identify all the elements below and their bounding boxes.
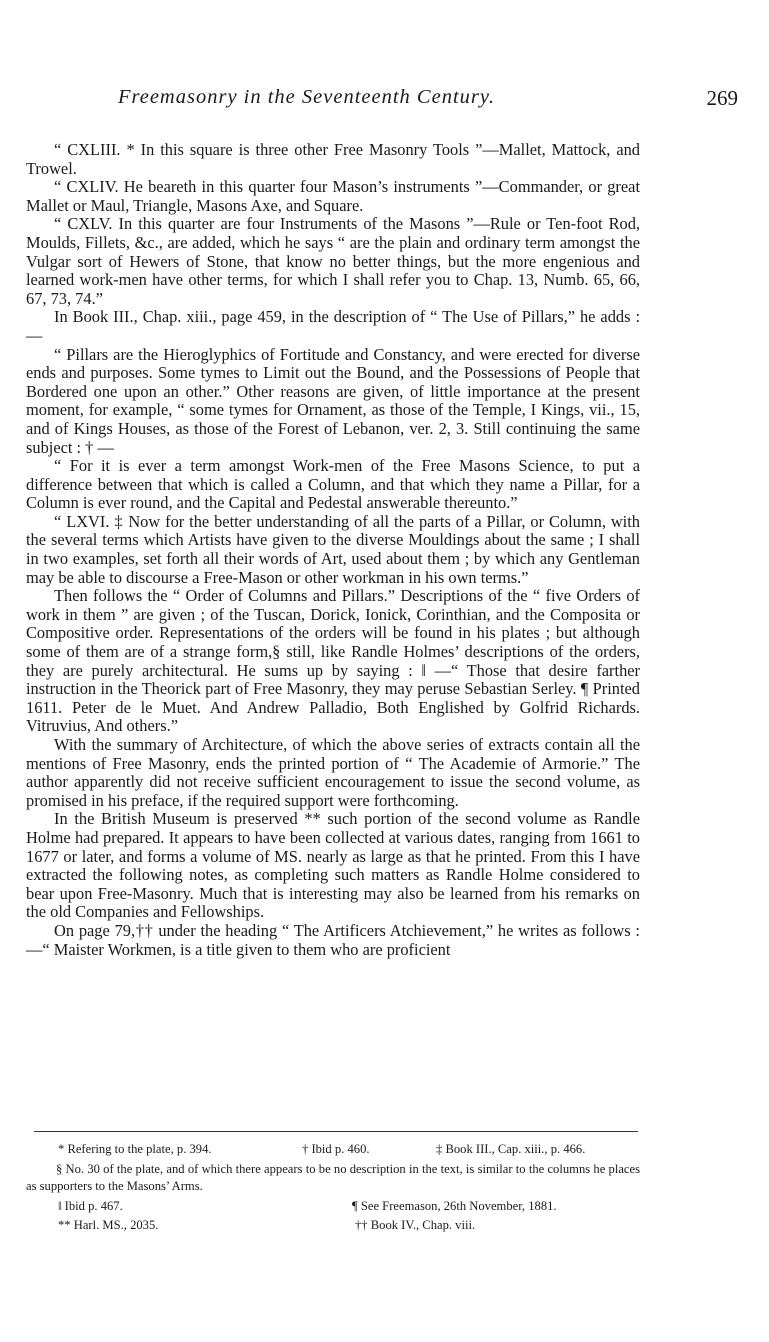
footnote-row	[26, 1198, 640, 1217]
paragraph: “ Pillars are the Hieroglyphics of Fortitude and Constancy, and were erected for diverse ends and purposes. Some tymes to Limit out the Bound, and the Possessions of People that Bordered one upon an other.” Other reasons are given, of little importance at the present moment, for example, “ some tymes for Ornament, as those of the Temple, I Kings, vii., 15, and of Kings Houses, as those of the Forest of Lebanon, ver. 2, 3. Still continuing the same subject : † —	[26, 344, 640, 457]
paragraph: “ CXLIV. He beareth in this quarter four Mason’s instruments ”—Commander, or great Mallet or Maul, Triangle, Masons Axe, and Square.	[26, 177, 640, 215]
paragraph: On page 79,†† under the heading “ The Artificers Atchievement,” he writes as follows :—“ Maister Workmen, is a title given to them who are proficient	[26, 920, 640, 959]
paragraph: “ CXLV. In this quarter are four Instruments of the Masons ”—Rule or Ten-foot Rod, Moulds, Fillets, &c., are added, which he says “ are the plain and ordinary term amongst the Vulgar sort of Hewers of Stone, that know no better things, but the more engenious and learned work-men have other terms, for which I shall refer you to Chap. 13, Numb. 65, 66, 67, 73, 74.”	[26, 214, 640, 308]
paragraph: With the summary of Architecture, of which the above series of extracts contain all the mentions of Free Masonry, ends the printed portion of “ The Academie of Armorie.” The author apparently did not receive sufficient encouragement to issue the second volume, as promised in his preface, if the required support were forthcoming.	[26, 735, 640, 810]
footnote-dagger: † Ibid p. 460.	[302, 1142, 370, 1156]
paragraph: In the British Museum is preserved ** such portion of the second volume as Randle Holme had prepared. It appears to have been collected at various dates, ranging from 1661 to 1677 or later, and forms a volume of MS. nearly as large as that he printed. From this I have extracted the following notes, as completing such matters as Randle Holme considered to bear upon Free-Masonry. Much that is interesting may also be learned from his remarks on the old Companies and Fellowships.	[26, 809, 640, 922]
footnote-double-dagger-pair: †† Book IV., Chap. viii.	[355, 1218, 476, 1232]
page-header	[26, 86, 742, 116]
book-page	[26, 0, 742, 1342]
footnote-section: § No. 30 of the plate, and of which there appears to be no description in the text, is similar to the columns he places as supporters to the Masons’ Arms.	[26, 1162, 640, 1193]
footnotes	[26, 1141, 640, 1236]
footnote-double-dagger: ‡ Book III., Cap. xiii., p. 466.	[436, 1142, 586, 1156]
footnote-divider	[34, 1131, 638, 1132]
footnote-row	[26, 1141, 640, 1160]
footnote-double-star: ** Harl. MS., 2035.	[58, 1218, 159, 1232]
footnote-star: * Refering to the plate, p. 394.	[58, 1142, 212, 1156]
paragraph: In Book III., Chap. xiii., page 459, in the description of “ The Use of Pillars,” he adds :—	[26, 307, 640, 345]
paragraph: Then follows the “ Order of Columns and Pillars.” Descriptions of the “ five Orders of work in them ” are given ; of the Tuscan, Dorick, Ionick, Corinthian, and the Composita or Compositive order. Representations of the orders will be found in his plates ; but although some of them are of a strange form,§ still, like Randle Holmes’ descriptions of the orders, they are purely architectural. He sums up by saying : ‖ —“ Those that desire farther instruction in the Theorick part of Free Masonry, they may peruse Sebastian Serley. ¶ Printed 1611. Peter de le Muet. And Andrew Palladio, Both Englished by Golfrid Richards. Vitruvius, And others.”	[26, 586, 640, 736]
body-text	[26, 141, 640, 959]
footnote-parallel: ‖ Ibid p. 467.	[58, 1199, 123, 1213]
footnote-row	[26, 1217, 640, 1236]
page-number: 269	[706, 86, 738, 110]
running-title: Freemasonry in the Seventeenth Century.	[118, 86, 495, 108]
paragraph: “ LXVI. ‡ Now for the better understanding of all the parts of a Pillar, or Column, with the several terms which Artists have given to the diverse Mouldings about the same ; I shall in two examples, set forth all their words of Art, used about them ; by which any Gentleman may be able to discourse a Free-Mason or other workman in his own terms.”	[26, 511, 640, 587]
paragraph: “ For it is ever a term amongst Work-men of the Free Masons Science, to put a difference between that which is called a Column, and that which they name a Pillar, for a Column is ever round, and the Capital and Pedestal answerable thereunto.”	[26, 456, 640, 513]
paragraph: “ CXLIII. * In this square is three other Free Masonry Tools ”—Mallet, Mattock, and Trowel.	[26, 140, 640, 178]
footnote-pilcrow: ¶ See Freemason, 26th November, 1881.	[352, 1199, 557, 1213]
